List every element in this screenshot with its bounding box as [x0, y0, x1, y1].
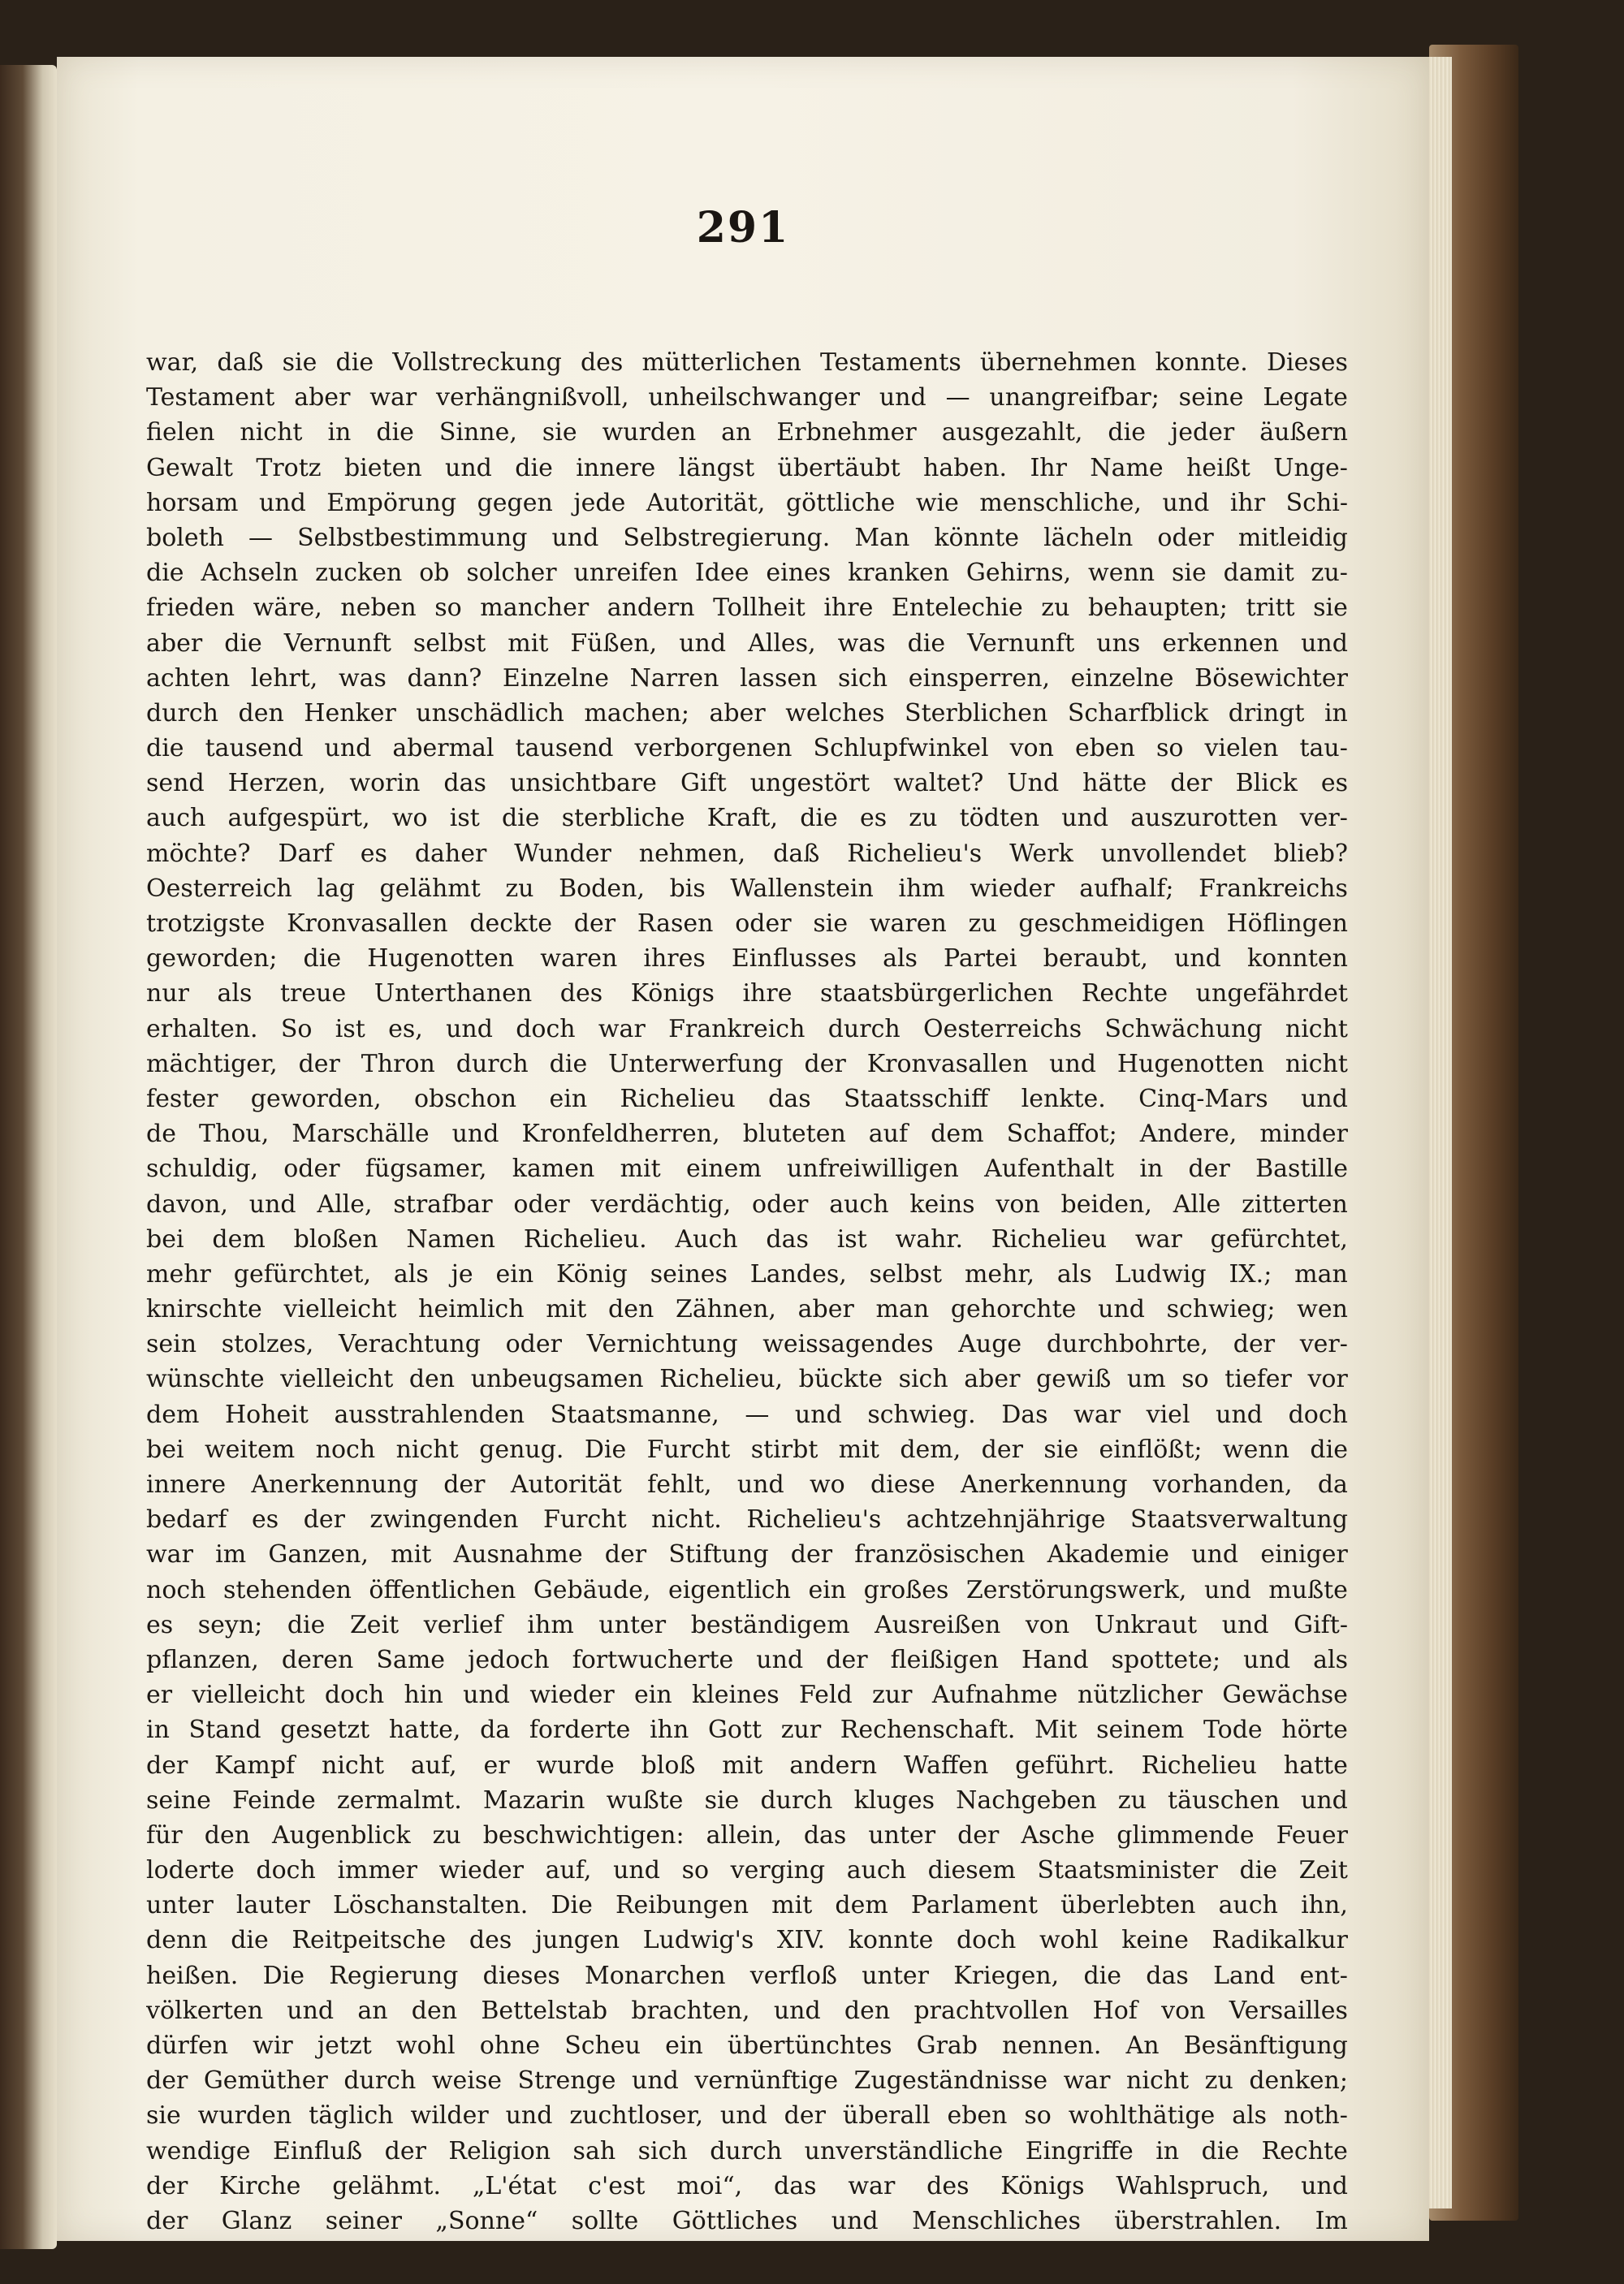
text-line: sein stolzes, Verachtung oder Vernichtung weissagendes Auge durchbohrte, der ver-	[146, 1330, 1348, 1359]
text-line: es seyn; die Zeit verlief ihm unter beständigem Ausreißen von Unkraut und Gift-	[146, 1610, 1348, 1639]
text-line: mächtiger, der Thron durch die Unterwerfung der Kronvasallen und Hugenotten nicht	[146, 1049, 1348, 1078]
text-line: die tausend und abermal tausend verborgenen Schlupfwinkel von eben so vielen tau-	[146, 734, 1348, 763]
text-line: der Kirche gelähmt. „L'état c'est moi“, das war des Königs Wahlspruch, und	[146, 2171, 1348, 2200]
text-line: davon, und Alle, strafbar oder verdächtig, oder auch keins von beiden, Alle zitterten	[146, 1189, 1348, 1219]
text-line: wendige Einfluß der Religion sah sich durch unverständliche Eingriffe in die Rechte	[146, 2136, 1348, 2165]
text-line: Testament aber war verhängnißvoll, unheilschwanger und — unangreifbar; seine Legate	[146, 383, 1348, 412]
text-line: aber die Vernunft selbst mit Füßen, und Alles, was die Vernunft uns erkennen und	[146, 628, 1348, 658]
text-line: loderte doch immer wieder auf, und so verging auch diesem Staatsminister die Zeit	[146, 1856, 1348, 1885]
text-line: Oesterreich lag gelähmt zu Boden, bis Wallenstein ihm wieder aufhalf; Frankreichs	[146, 874, 1348, 903]
text-line: knirschte vielleicht heimlich mit den Zähnen, aber man gehorchte und schwieg; wen	[146, 1295, 1348, 1324]
text-line: bei dem bloßen Namen Richelieu. Auch das ist wahr. Richelieu war gefürchtet,	[146, 1224, 1348, 1254]
text-line: achten lehrt, was dann? Einzelne Narren lassen sich einsperren, einzelne Bösewichter	[146, 663, 1348, 693]
book-page	[57, 57, 1429, 2241]
text-line: erhalten. So ist es, und doch war Frankreich durch Oesterreichs Schwächung nicht	[146, 1014, 1348, 1043]
text-line: der Glanz seiner „Sonne“ sollte Göttliches und Menschliches überstrahlen. Im	[146, 2206, 1348, 2235]
text-line: der Gemüther durch weise Strenge und vernünftige Zugeständnisse war nicht zu denken;	[146, 2066, 1348, 2096]
text-line: send Herzen, worin das unsichtbare Gift ungestört waltet? Und hätte der Blick es	[146, 769, 1348, 798]
text-line: frieden wäre, neben so mancher andern Tollheit ihre Entelechie zu behaupten; tritt sie	[146, 594, 1348, 623]
text-line: geworden; die Hugenotten waren ihres Einflusses als Partei beraubt, und konnten	[146, 944, 1348, 974]
text-line: de Thou, Marschälle und Kronfeldherren, bluteten auf dem Schaffot; Andere, minder	[146, 1120, 1348, 1149]
text-line: auch aufgespürt, wo ist die sterbliche Kraft, die es zu tödten und auszurotten ver-	[146, 804, 1348, 833]
text-line: bedarf es der zwingenden Furcht nicht. Richelieu's achtzehnjährige Staatsverwaltung	[146, 1505, 1348, 1535]
text-line: heißen. Die Regierung dieses Monarchen verfloß unter Kriegen, die das Land ent-	[146, 1961, 1348, 1990]
text-line: die Achseln zucken ob solcher unreifen Idee eines kranken Gehirns, wenn sie damit zu-	[146, 559, 1348, 588]
facing-page-edge	[0, 65, 57, 2249]
text-line: dem Hoheit ausstrahlenden Staatsmanne, — und schwieg. Das war viel und doch	[146, 1400, 1348, 1429]
text-line: sie wurden täglich wilder und zuchtloser, und der überall eben so wohlthätige als noth-	[146, 2101, 1348, 2131]
text-line: pflanzen, deren Same jedoch fortwucherte und der fleißigen Hand spottete; und als	[146, 1645, 1348, 1674]
body-text	[146, 345, 1348, 2235]
text-line: in Stand gesetzt hatte, da forderte ihn Gott zur Rechenschaft. Mit seinem Tode hörte	[146, 1716, 1348, 1745]
text-line: boleth — Selbstbestimmung und Selbstregierung. Man könnte lächeln oder mitleidig	[146, 523, 1348, 552]
text-line: trotzigste Kronvasallen deckte der Rasen oder sie waren zu geschmeidigen Höflingen	[146, 909, 1348, 938]
text-line: bei weitem noch nicht genug. Die Furcht stirbt mit dem, der sie einflößt; wenn die	[146, 1435, 1348, 1464]
text-line: dürfen wir jetzt wohl ohne Scheu ein übertünchtes Grab nennen. An Besänftigung	[146, 2031, 1348, 2060]
text-line: fester geworden, obschon ein Richelieu das Staatsschiff lenkte. Cinq-Mars und	[146, 1084, 1348, 1113]
text-line: mehr gefürchtet, als je ein König seines Landes, selbst mehr, als Ludwig IX.; man	[146, 1259, 1348, 1289]
text-line: fielen nicht in die Sinne, sie wurden an Erbnehmer ausgezahlt, die jeder äußern	[146, 418, 1348, 447]
text-line: horsam und Empörung gegen jede Autorität, göttliche wie menschliche, und ihr Schi-	[146, 488, 1348, 517]
text-line: schuldig, oder fügsamer, kamen mit einem unfreiwilligen Aufenthalt in der Bastille	[146, 1155, 1348, 1184]
page-number: 291	[696, 203, 790, 253]
text-line: seine Feinde zermalmt. Mazarin wußte sie durch kluges Nachgeben zu täuschen und	[146, 1785, 1348, 1815]
text-line: Gewalt Trotz bieten und die innere längst übertäubt haben. Ihr Name heißt Unge-	[146, 453, 1348, 482]
text-line: denn die Reitpeitsche des jungen Ludwig's XIV. konnte doch wohl keine Radikalkur	[146, 1926, 1348, 1955]
text-line: nur als treue Unterthanen des Königs ihre staatsbürgerlichen Rechte ungefährdet	[146, 979, 1348, 1008]
text-line: wünschte vielleicht den unbeugsamen Richelieu, bückte sich aber gewiß um so tiefer vor	[146, 1365, 1348, 1394]
text-line: war, daß sie die Vollstreckung des mütterlichen Testaments übernehmen konnte. Dieses	[146, 348, 1348, 377]
text-line: er vielleicht doch hin und wieder ein kleines Feld zur Aufnahme nützlicher Gewächse	[146, 1681, 1348, 1710]
text-line: innere Anerkennung der Autorität fehlt, und wo diese Anerkennung vorhanden, da	[146, 1470, 1348, 1499]
text-line: war im Ganzen, mit Ausnahme der Stiftung der französischen Akademie und einiger	[146, 1540, 1348, 1569]
text-line: möchte? Darf es daher Wunder nehmen, daß Richelieu's Werk unvollendet blieb?	[146, 839, 1348, 868]
text-line: unter lauter Löschanstalten. Die Reibungen mit dem Parlament überlebten auch ihn,	[146, 1891, 1348, 1920]
text-line: der Kampf nicht auf, er wurde bloß mit andern Waffen geführt. Richelieu hatte	[146, 1751, 1348, 1780]
text-line: noch stehenden öffentlichen Gebäude, eigentlich ein großes Zerstörungswerk, und mußte	[146, 1575, 1348, 1604]
text-line: für den Augenblick zu beschwichtigen: allein, das unter der Asche glimmende Feuer	[146, 1820, 1348, 1850]
text-line: völkerten und an den Bettelstab brachten, und den prachtvollen Hof von Versailles	[146, 1996, 1348, 2025]
text-line: durch den Henker unschädlich machen; aber welches Sterblichen Scharfblick dringt in	[146, 698, 1348, 728]
